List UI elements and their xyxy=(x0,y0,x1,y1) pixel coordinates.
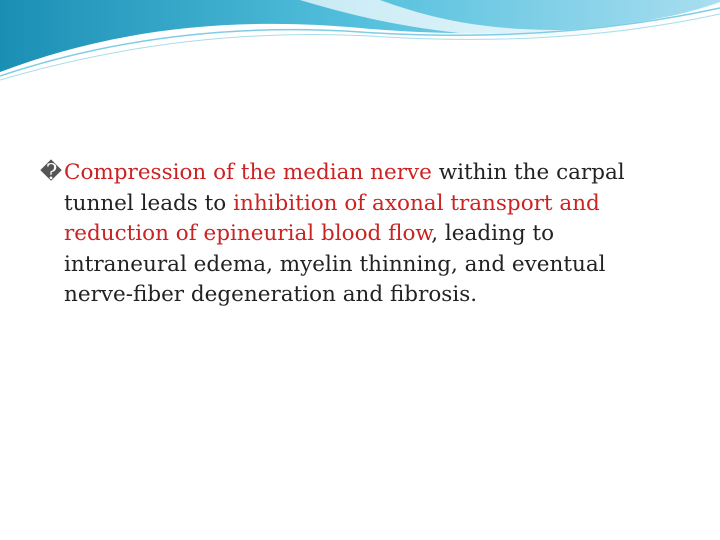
bullet-paragraph xyxy=(40,158,680,311)
header-wave-decoration xyxy=(0,0,720,90)
slide-body xyxy=(40,158,680,311)
body-text: within the carpal tunnel leads to xyxy=(64,160,625,216)
body-text: , leading to intraneural edema, myelin thinning, and eventual nerve-fiber degeneration and fibrosis. xyxy=(64,221,606,307)
emphasis-text: Compression of the median nerve xyxy=(64,160,432,185)
bullet-glyph: � xyxy=(40,160,63,185)
emphasis-text: inhibition of axonal transport and reduction of epineurial blood flow xyxy=(64,190,600,246)
